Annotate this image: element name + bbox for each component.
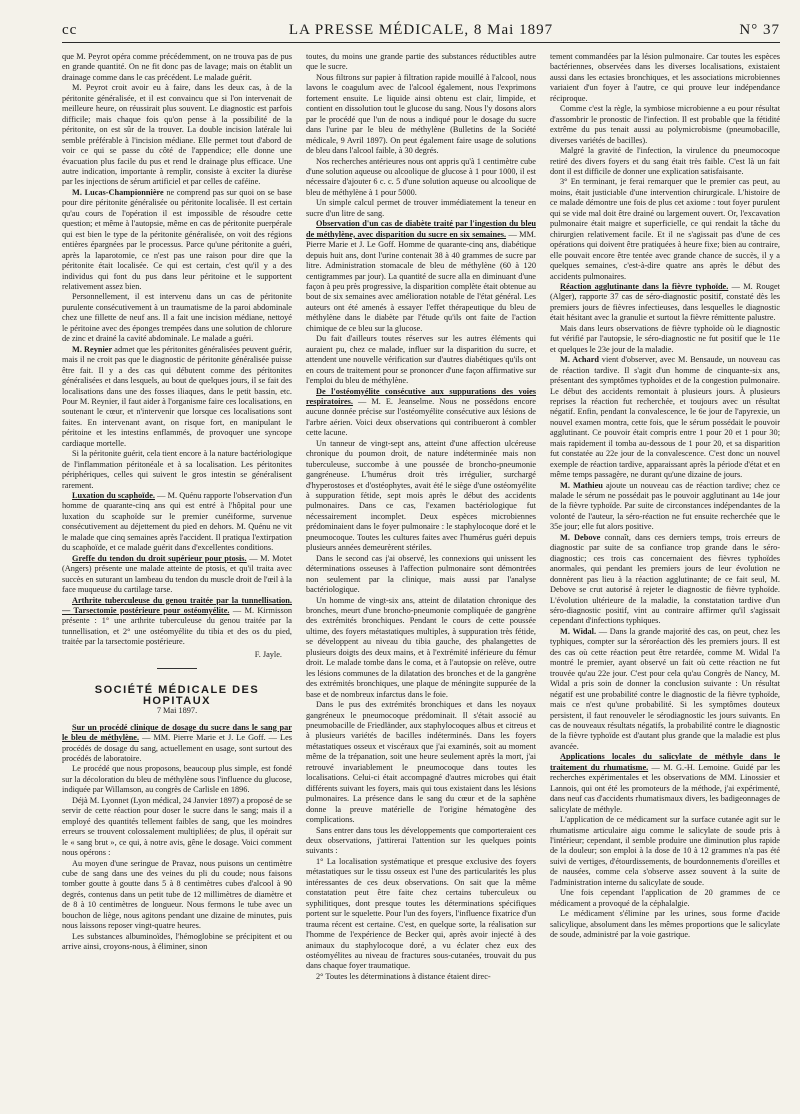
speaker-name: M. Debove — [560, 532, 601, 542]
paragraph: Nos recherches antérieures nous ont appris qu'à 1 centimètre cube d'une solution aqueuse ou alcoolique de glucose à 1 pour 1000, il est nécessaire d'ajouter 6 c. c. 5 d'une solution aqueuse ou alcoolique de bleu de méthylène à 1 pour 5000. — [306, 156, 536, 197]
paragraph: que M. Peyrot opéra comme précédemment, on ne trouva pas de pus en grande quantité. On ne fit donc pas de lavage; mais on établit un drainage comme dans le cas précédent. Le malade guérit. — [62, 52, 292, 82]
paragraph: Le procédé que nous proposons, beaucoup plus simple, est fondé sur la décoloration du bleu de méthylène sous l'influence du glucose, indiquée par Willamson, au congrès de Carlisle en 1896. — [62, 764, 292, 795]
divider — [157, 668, 197, 669]
paragraph — [62, 188, 292, 293]
paragraph: 1° La localisation systématique et presque exclusive des foyers métastatiques sur le tissu osseux est l'une des particularités les plus intéressantes de ces deux observations. On sait que la même constatation peut être faite chez certains tuberculeux ou syphilitiques, dont presque toutes les déterminations spécifiques portent sur le squelette. Pour l'un des foyers, l'influence fixatrice d'un trauma récent est certaine. C'est, en quelque sorte, la réalisation sur l'homme de l'expérience de Becker qui, après avoir injecté à des animaux du staphylocoque doré, a vu éclater chez eux des ostéomyélites au niveau de fractures sous-cutanées, trouvait du pus dans chaque foyer traumatique. — [306, 856, 536, 971]
article-heading: Observation d'un cas de diabète traité par l'ingestion du bleu de méthylène, avec disparition du sucre en six semaines. — [306, 219, 536, 239]
paragraph: Un tanneur de vingt-sept ans, atteint d'une affection ulcéreuse chronique du poumon droit, de nature indéterminée mais non tuberculeuse, succombe à une poussée de broncho-pneumonie gangréneuse. L'humérus droit très irrégulier, surchargé d'hyperostoses et d'ostéophytes, avait été le siège d'une ostéomyélite à suppuration fétide, sept mois après le début des accidents pulmonaires. Dans ce cas, l'examen bactériologique fut nécessairement incomplet. Deux espèces microbiennes prédominaient dans le foyer pulmonaire : le staphylocoque doré et le pneumocoque. Toutes les cultures faites avec l'humérus guéri depuis plusieurs années demeurèrent stériles. — [306, 438, 536, 553]
article-heading: Luxation du scaphoïde. — [72, 491, 155, 501]
paragraph: tement commandées par la lésion pulmonaire. Car toutes les espèces bactériennes, observées dans les diverses localisations, existaient aussi dans les ectasies bronchiques, et les associations microbiennes variaient d'un foyer à l'autre, ce qui prouve leur indépendance réciproque. — [550, 52, 780, 103]
paragraph-text: ajoute un nouveau cas de réaction tardive; chez ce malade le sérum ne possédait pas le pouvoir agglutinant au 14e jour de la fièvre typhoïde. Par suite de circonstances indépendantes de la volonté de l'auteur, la séro-réaction ne fut ensuite recherchée que le 35e jour; elle fut alors positive. — [550, 480, 780, 532]
article-heading: Greffe du tendon du droit supérieur pour ptosis. — [72, 553, 247, 563]
paragraph-text: — M. Kirmisson présente : 1° une arthrite tuberculeuse du genou traitée par la tunnellisation, et 2° une ostéomyélite du tibia et des os du pied, traitée par la tarsectomie postérieure. — [62, 606, 292, 647]
paragraph: L'application de ce médicament sur la surface cutanée agit sur le rhumatisme articulaire aigu comme le salicylate de soude pris à l'intérieur; cependant, il semble produire une diminution plus rapide de la douleur; son emploi à la dose de 10 à 12 grammes n'a pas été suivi de vertiges, d'étourdissements, de bourdonnements d'oreilles et de nausées, comme cela s'observe assez souvent à la suite de l'administration interne du salicylate de soude. — [550, 815, 780, 887]
paragraph: toutes, du moins une grande partie des substances réductibles autre que le sucre. — [306, 52, 536, 72]
journal-title: LA PRESSE MÉDICALE, 8 Mai 1897 — [288, 22, 554, 38]
paragraph — [62, 491, 292, 554]
paragraph: Le médicament s'élimine par les urines, sous forme d'acide salicylique, absolument dans les mêmes proportions que le salicylate de soude, administré par la voie gastrique. — [550, 909, 780, 940]
article-heading: Applications locales du salicylate de méthyle dans le traitement du rhumatisme. — [550, 752, 780, 772]
column-2 — [306, 52, 536, 1104]
paragraph — [550, 355, 780, 480]
paragraph — [550, 282, 780, 324]
paragraph: Si la péritonite guérit, cela tient encore à la nature bactériologique de l'inflammation péritonéale et à sa localisation. Les péritonites périphériques, celles qui suivent le gros intestin se généralisent rarement. — [62, 449, 292, 490]
column-1 — [62, 52, 292, 1104]
speaker-name: M. Mathieu — [560, 480, 603, 490]
paragraph: Un homme de vingt-six ans, atteint de dilatation chronique des bronches, meurt d'une broncho-pneumonie compliquée de gangrène des extrémités bronchiques. Pendant le cours de cette poussée ultime, des foyers métastatiques multiples, à suppuration très fétide, se développent au niveau du tibia gauche, des phalangettes de plusieurs doigts des deux mains, et à l'extrémité inférieure du fémur droit. Le malade tombe dans le coma, et à l'autopsie on relève, outre les lésions communes de la dilatation des bronches et de la gangrène des extrémités bronchiques, une plaque de méningite suppurée de la base et de nombreux infarctus dans le foie. — [306, 595, 536, 699]
paragraph: Les substances albuminoïdes, l'hémoglobine se précipitent et ou arrive ainsi, croyons-nous, à éliminer, sinon — [62, 931, 292, 952]
paragraph-text: admet que les péritonites généralisées peuvent guérir, mais il ne croit pas que le diagnostic de péritonite généralisée puisse être fait. Il y a des cas qui débutent comme des péritonites généralisées et dans lesquels, au bout de quelques jours, il se fait des localisations dans une des fosses iliaques, dans le petit bassin, etc. Pour M. Reynier, il faut aider à l'organisme faire ces localisations, en soutenant le cœur, et n'intervenir que lorsque ces localisations sont faites. En intervenant avant, on risque fort, en manipulant le péritoine et les intestins enflammés, de provoquer une syncope cardiaque mortelle. — [62, 344, 292, 448]
paragraph: Un simple calcul permet de trouver immédiatement la teneur en sucre d'un litre de sang. — [306, 198, 536, 218]
paragraph-text: — M. G.-H. Lemoine. Guidé par les recherches expérimentales et les observations de MM. Linossier et Lannois, qui ont été les promoteurs de la méthode, j'ai expérimenté, dans neuf cas d'accidents rhumatismaux divers, les badigeonnages de salicylate de méthyle. — [550, 762, 780, 814]
issue-number: N° 37 — [739, 22, 780, 38]
author-signature: F. Jayle. — [254, 649, 282, 659]
speaker-name: M. Reynier — [72, 344, 113, 354]
article-heading: De l'ostéomyélite consécutive aux suppurations des voies respiratoires. — [306, 386, 536, 406]
paragraph-text: ne comprend pas sur quoi on se base pour dire péritonite généralisée ou péritonite localisée. Il est certain qu'au cours de l'opération il est impossible de résoudre cette question; et même à l'autopsie, même en cas de péritonite puerpérale qui est bien le type de la péritonite généralisée, on voit des régions entières épargnées par le processus. Parce qu'une péritonite a guéri, après la laparotomie, ce n'est pas une raison pour dire que la péritonite était localisée. Ce qui est certain, c'est qu'il y a des individus qui font du pus dans leur péritoine et le supportent relativement assez bien. — [62, 187, 292, 291]
paragraph-text: — Dans la grande majorité des cas, on peut, chez les typhiques, compter sur la séroréaction dès les premiers jours. Il est des cas où cette réaction peut être retardée, comme M. Widal l'a montré le premier, ayant observé un fait où cette réaction ne fut trouvée qu'au 22e jour. C'est pour cela qu'au Congrès de Nancy, M. Widal a pris soin de donner la conclusion suivante : Un résultat négatif est une probabilité contre le diagnostic de la fièvre typhoïde, mais ce n'est qu'une probabilité. Si les symptômes douteux persistent, il faut renouveler le sérodiagnostic les jours suivants. En cas de nouveaux résultats négatifs, la probabilité contre le diagnostic de la fièvre typhoïde est d'autant plus grande que la maladie est plus avancée. — [550, 626, 780, 751]
column-3 — [550, 52, 780, 1104]
speaker-name: M. Lucas-Championnière — [72, 187, 164, 197]
section-title: SOCIÉTÉ MÉDICALE DES HOPITAUX — [94, 684, 260, 707]
page-header — [62, 20, 780, 43]
paragraph — [62, 345, 292, 450]
speaker-name: M. Achard — [560, 355, 599, 365]
paragraph: 2° Toutes les déterminations à distance étaient direc- — [316, 971, 491, 981]
paragraph: Mais dans leurs observations de fièvre typhoïde où le diagnostic fut vérifié par l'autopsie, le séro-diagnostic ne fut positif que le 11e et quelques le 23e jour de la maladie. — [550, 323, 780, 354]
speaker-name: M. Widal. — [560, 626, 597, 636]
article-heading: Réaction agglutinante dans la fièvre typhoïde. — [560, 281, 729, 291]
page-number: cc — [62, 22, 78, 38]
paragraph: Personnellement, il est intervenu dans un cas de péritonite purulente consécutivement à un traumatisme de la paroi abdominale chez une fillette de neuf ans. Il a fait une incision médiane, nettoyé le péritoine avec des éponges trempées dans une solution de chlorure de zinc et drainé la cavité abdominale. Le malade a guéri. — [62, 292, 292, 344]
paragraph-text: — MM. Pierre Marie et J. Le Goff. — Les procédés de dosage du sang, actuellement en usage, sont surtout des procédés de laboratoire. — [62, 733, 292, 763]
paragraph — [306, 387, 536, 439]
paragraph — [62, 723, 292, 765]
paragraph — [306, 219, 536, 334]
paragraph — [550, 481, 780, 533]
paragraph — [550, 533, 780, 627]
paragraph-text: — MM. Pierre Marie et J. Le Goff. Homme de quarante-cinq ans, diabétique depuis huit ans, dont l'urine contenait 38 à 40 grammes de sucre par litre. Administration stomacale de bleu de méthylène (60 à 120 centigrammes par jour). La quantité de sucre alla en diminuant d'une façon à peu près progressive, la disparition complète était obtenue au bout de six semaines avec amélioration notable de l'état général. Les auteurs ont été amenés à essayer l'effet thérapeutique du bleu de méthylène dans le diabète par l'étude qu'ils ont faite de l'action chimique de ce bleu sur la glucose. — [306, 229, 536, 333]
paragraph: Dans le second cas j'ai observé, les connexions qui unissent les déterminations osseuses à l'affection pulmonaire sont démontrées non seulement par la clinique, mais aussi par l'analyse bactériologique. — [306, 553, 536, 595]
paragraph: Dans le pus des extrémités bronchiques et dans les noyaux gangréneux le pneumocoque prédominait. Il s'était associé au pneumobacille de Friedländer, aux staphylocoques albus et citreus et à plusieurs variétés de bacilles indéterminés. Dans les foyers métastatiques osseux et viscéraux que j'ai examinés, soit au moment même de la trépanation, soit une heure seulement après la mort, j'ai retrouvé invariablement le pneumocoque dans toutes les localisations. Celui-ci était accompagné d'autres microbes qui était différents suivant les foyers, mais qui tous existaient dans les lésions pulmonaires. La présence dans le sang du cœur et de la saphène donne la preuve matérielle de l'origine hématogène des complications. — [306, 700, 536, 825]
paragraph — [62, 554, 292, 596]
paragraph: Déjà M. Lyonnet (Lyon médical, 24 Janvier 1897) a proposé de se servir de cette réaction pour doser le sucre dans le sang; mais il a employé des quantités tellement faibles de sang, que les moindres erreurs se trouvent colossalement multipliées; de plus, il opérait sur le « sang brut », ce qui, à notre avis, gêne le dosage. Voici comment nous opérons : — [62, 795, 292, 858]
paragraph-text: — M. Rouget (Alger), rapporte 37 cas de séro-diagnostic positif, constaté dès les premiers jours de fièvres infectieuses, dans lesquelles le diagnostic était hésitant avec la granulie et surtout la fièvre rémittente palustre. — [550, 281, 780, 323]
article-heading: Sur un procédé clinique de dosage du sucre dans le sang par le bleu de méthylène. — [62, 722, 292, 743]
paragraph: Du fait d'ailleurs toutes réserves sur les autres éléments qui auraient pu, chez ce malade, influer sur la disparition du sucre, et attendent une nouvelle vérification sur d'autres diabétiques qu'ils ont en cours de traitement pour se prononcer d'une façon affirmative sur l'emploi du bleu de méthylène. — [306, 334, 536, 386]
paragraph: Malgré la gravité de l'infection, la virulence du pneumocoque retiré des divers foyers et du sang était très faible. C'est là un fait dont il est difficile de donner une explication satisfaisante. — [550, 146, 780, 176]
paragraph — [550, 627, 780, 752]
paragraph-text: — M. Quénu rapporte l'observation d'un homme de quarante-cinq ans qui est entré à l'hôpital pour une luxation du scaphoïde sur le premier cunéiforme, survenue consécutivement au déjettement du pied en dehors. M. Quénu ne vit le malade que cinq semaines après l'accident. Il pratiqua l'extirpation du scaphoïde, et ce malade guérit dans d'excellentes conditions. — [62, 491, 292, 553]
paragraph: Comme c'est la règle, la symbiose microbienne a eu pour résultat d'assombrir le pronostic de l'infection. Il est probable que la fétidité extrême du pus tenait aussi au polymicrobisme (pneumobacille, diverses variétés de bacilles). — [550, 104, 780, 145]
paragraph — [62, 596, 292, 648]
paragraph: M. Peyrot croit avoir eu à faire, dans les deux cas, à de la péritonite généralisée, et il est convaincu que si l'on intervenait de meilleure heure, on réussirait plus souvent. Le diagnostic est parfois difficile; mais chaque fois qu'on pense à la possibilité de la péritonite, on est sûr de la trouver. La double incision latérale lui semble préférable à l'incision médiane. Elle permet tout d'abord de voir ce qui se passe du côté de l'appendice; elle donne une évacuation plus facile du pus et rend le drainage plus efficace. Une autre indication, importante à remplir, consiste à exciter la diurèse par les injections de sérum artificiel et par celles de caféine. — [62, 83, 292, 187]
paragraph-text: — M. E. Jeanselme. Nous ne possédons encore aucune donnée précise sur l'ostéomyélite consécutive aux lésions de l'arbre aérien. Voici deux observations qui contribueront à combler cette lacune. — [306, 396, 536, 438]
paragraph: Nous filtrons sur papier à filtration rapide mouillé à l'alcool, nous lavons le coagulum avec de l'alcool également, nous l'exprimons fortement ensuite. Le liquide ainsi obtenu est clair, limpide, et contient en dissolution tout le glucose du sang. Nous l'y dosons alors par le procédé que l'un de nous a indiqué pour le dosage du sucre dans l'urine par le bleu de méthylène (Bulletins de la Société médicale, 9 Avril 1897). On peut également faire usage de solutions de bleu dans l'alcool faible, à 30 degrés. — [306, 72, 536, 156]
paragraph: 3° En terminant, je ferai remarquer que le premier cas peut, au moins, était justiciable d'une intervention chirurgicale. L'histoire de ce malade démontre une fois de plus cet axiome : tout foyer purulent qui se vide mal doit être drainé ou largement ouvert. Or, l'excavation pulmonaire était maigre et superficielle, ce qui rendait la tâche du chirurgien relativement facile. Et il ne s'agissait pas d'une de ces opérations qui doivent être pratiquées à heure fixe; bien au contraire, elle pouvait encore être tentée avec grande chance de succès, il y a quelques semaines, c'est-à-dire quatre ans après le début des accidents pulmonaires. — [550, 177, 780, 281]
paragraph-text: — M. Motet (Angers) présente une malade atteinte de ptosis, et qu'il traita avec succès en suturant un lambeau du tendon du muscle droit de l'œil à la face muqueuse du cartilage tarse. — [62, 553, 292, 595]
paragraph: Au moyen d'une seringue de Pravaz, nous puisons un centimètre cube de sang dans une des veines du pli du coude; nous faisons tomber goutte à goutte dans 5 à 8 centimètres cubes d'alcool à 90 degrés, contenus dans un petit tube de 12 millimètres de diamètre et de 8 à 10 centimètres de longueur. Nous fermons le tube avec un bouchon de liège, nous agitons pendant une dizaine de minutes, puis nous laissons reposer vingt-quatre heures. — [62, 858, 292, 931]
paragraph — [550, 752, 780, 815]
paragraph: Sans entrer dans tous les développements que comporteraient ces deux observations, j'attirerai l'attention sur les quelques points suivants : — [306, 825, 536, 856]
paragraph-text: connaît, dans ces derniers temps, trois erreurs de diagnostic par suite de sa confiance trop grande dans le séro-diagnostic; ces trois cas concernaient des fièvres typhoïdes anormales, qui pendant les premiers jours de leur évolution ne donnèrent pas lieu à la réaction agglutinante; de ce fait seul, M. Debove se crut autorisé à rejeter le diagnostic de fièvre typhoïde. L'évolution ultérieure de la maladie, la constatation tardive d'un séro-diagnostic positif, vint au contraire affirmer qu'il s'agissait cependant d'infections typhiques. — [550, 532, 780, 626]
paragraph: Une fois cependant l'application de 20 grammes de ce médicament a provoqué de la céphalalgie. — [550, 888, 780, 908]
article-heading: Arthrite tuberculeuse du genou traitée par la tunnellisation. — Tarsectomie postérieure pour ostéomyélite. — [62, 595, 292, 616]
paragraph-text: vient d'observer, avec M. Bensaude, un nouveau cas de réaction tardive. Il s'agit d'un homme de cinquante-six ans, présentant des symptômes typhoïdes et de la congestion pulmonaire. Le début des accidents remontait à plusieurs jours. À plusieurs reprises la réaction fut recherchée, et toujours avec un résultat négatif. Enfin, pendant la convalescence, le 6e jour de l'apyrexie, un nouvel examen montra, cette fois, que le sérum possédait le pouvoir agglutinant. Ce pouvoir était compris entre 1 pour 20 et 1 pour 30; mais rapidement il tomba au-dessous de 1 pour 20, et sa disparition fut constatée au 22e jour de la convalescence. C'est donc un nouvel exemple de réaction tardive, apparaissant après la période d'état et en même temps passagère, ne durant qu'une dizaine de jours. — [550, 355, 780, 480]
section-date: 7 Mai 1897. — [156, 706, 198, 716]
